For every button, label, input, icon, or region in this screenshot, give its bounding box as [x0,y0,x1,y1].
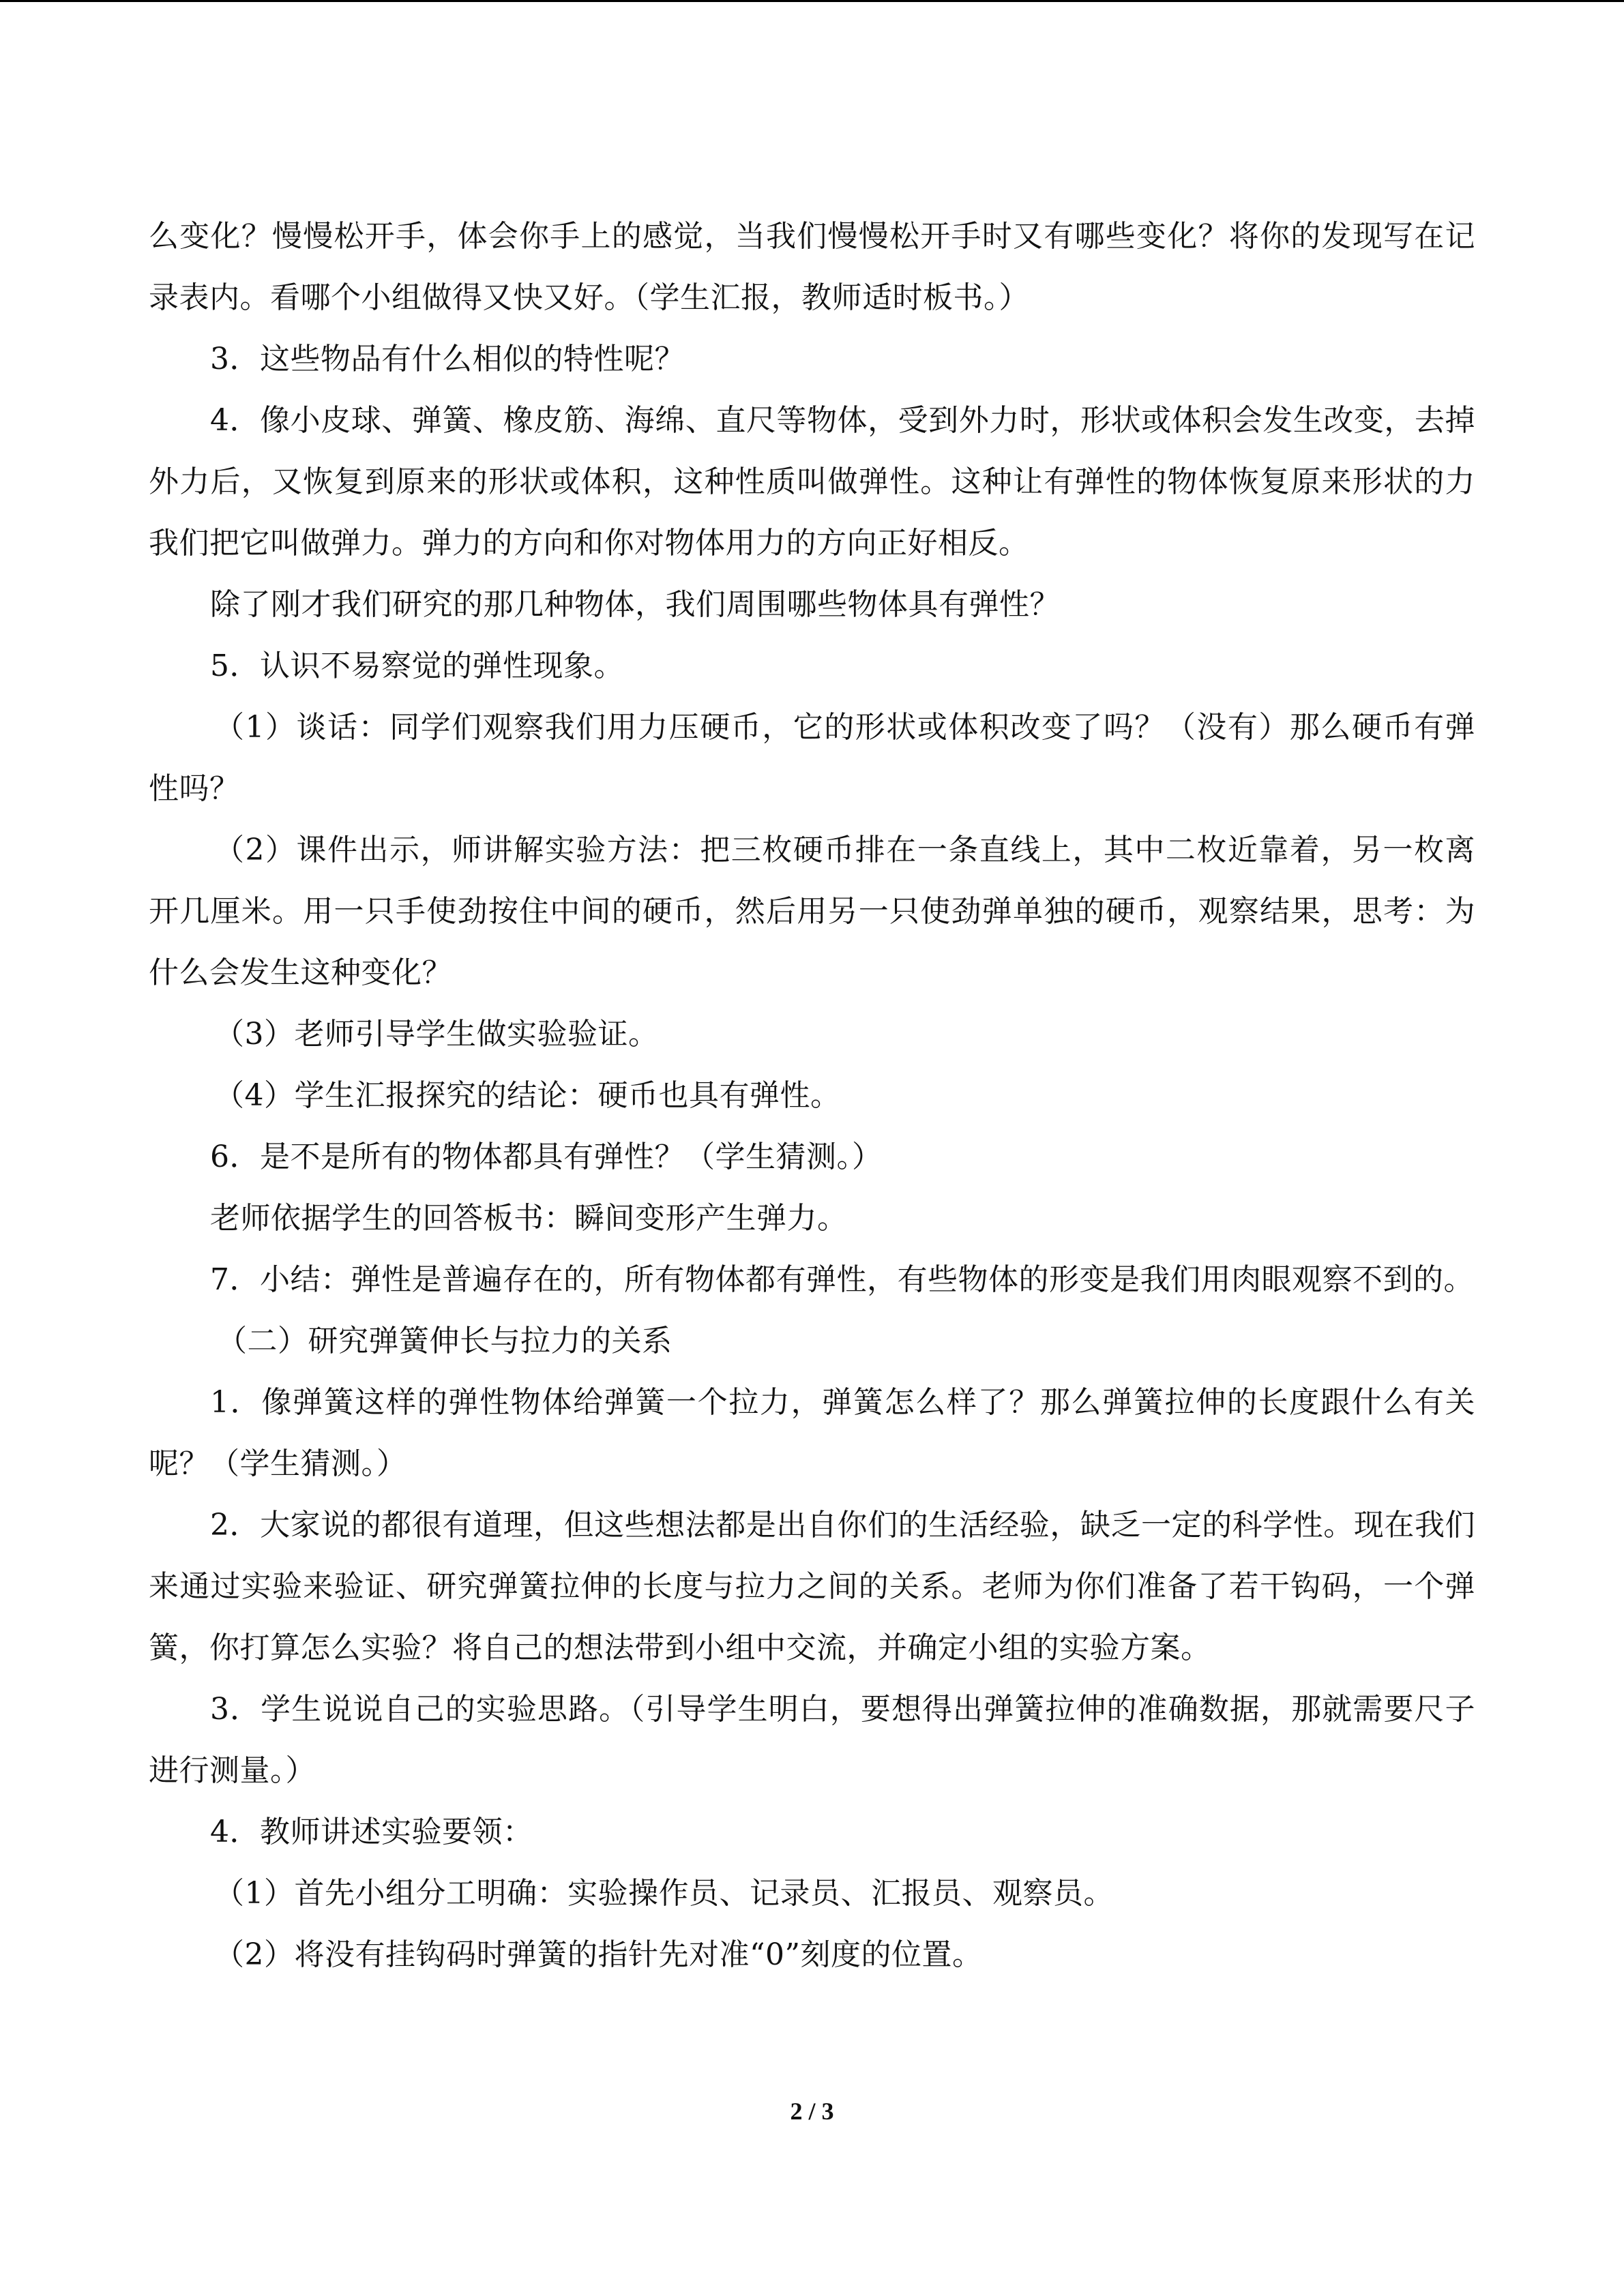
paragraph: 1．像弹簧这样的弹性物体给弹簧一个拉力，弹簧怎么样了？那么弹簧拉伸的长度跟什么有关呢？（学生猜测。） [149,1385,1475,1481]
paragraph: 4．教师讲述实验要领： [210,1815,533,1849]
section-heading: （二）研究弹簧伸长与拉力的关系 [217,1324,673,1358]
document-body [149,206,1475,1986]
paragraph: （4）学生汇报探究的结论：硬币也具有弹性。 [214,1078,841,1113]
paragraph: 4．像小皮球、弹簧、橡皮筋、海绵、直尺等物体，受到外力时，形状或体积会发生改变，去掉外力后，又恢复到原来的形状或体积，这种性质叫做弹性。这种让有弹性的物体恢复原来形状的力我们把它叫做弹力。弹力的方向和你对物体用力的方向正好相反。 [149,403,1475,561]
paragraph: 老师依据学生的回答板书：瞬间变形产生弹力。 [210,1201,848,1236]
paragraph: （2）将没有挂钩码时弹簧的指针先对准“0”刻度的位置。 [214,1937,983,1972]
paragraph: 7．小结：弹性是普遍存在的，所有物体都有弹性，有些物体的形变是我们用肉眼观察不到的。 [210,1262,1474,1297]
paragraph: （3）老师引导学生做实验验证。 [214,1017,659,1052]
page-number: 2 / 3 [790,2098,834,2125]
paragraph: 2．大家说的都很有道理，但这些想法都是出自你们的生活经验，缺乏一定的科学性。现在我们来通过实验来验证、研究弹簧拉伸的长度与拉力之间的关系。老师为你们准备了若干钩码，一个弹簧，你打算怎么实验？将自己的想法带到小组中交流，并确定小组的实验方案。 [149,1508,1475,1665]
paragraph: 5．认识不易察觉的弹性现象。 [210,648,624,683]
paragraph: 除了刚才我们研究的那几种物体，我们周围哪些物体具有弹性？ [210,587,1060,622]
paragraph: （1）谈话：同学们观察我们用力压硬币，它的形状或体积改变了吗？（没有）那么硬币有弹性吗？ [149,710,1475,806]
top-border-line [0,0,1624,2]
paragraph: 3．学生说说自己的实验思路。（引导学生明白，要想得出弹簧拉伸的准确数据，那就需要尺子进行测量。） [149,1692,1475,1788]
paragraph: 6．是不是所有的物体都具有弹性？（学生猜测。） [210,1139,883,1174]
paragraph: 么变化？慢慢松开手，体会你手上的感觉，当我们慢慢松开手时又有哪些变化？将你的发现写在记录表内。看哪个小组做得又快又好。（学生汇报，教师适时板书。） [149,219,1475,315]
paragraph: （1）首先小组分工明确：实验操作员、记录员、汇报员、观察员。 [214,1876,1114,1911]
paragraph: （2）课件出示，师讲解实验方法：把三枚硬币排在一条直线上，其中二枚近靠着，另一枚离开几厘米。用一只手使劲按住中间的硬币，然后用另一只使劲弹单独的硬币，观察结果，思考：为什么会发生这种变化？ [149,833,1475,990]
paragraph: 3．这些物品有什么相似的特性呢？ [210,342,685,376]
